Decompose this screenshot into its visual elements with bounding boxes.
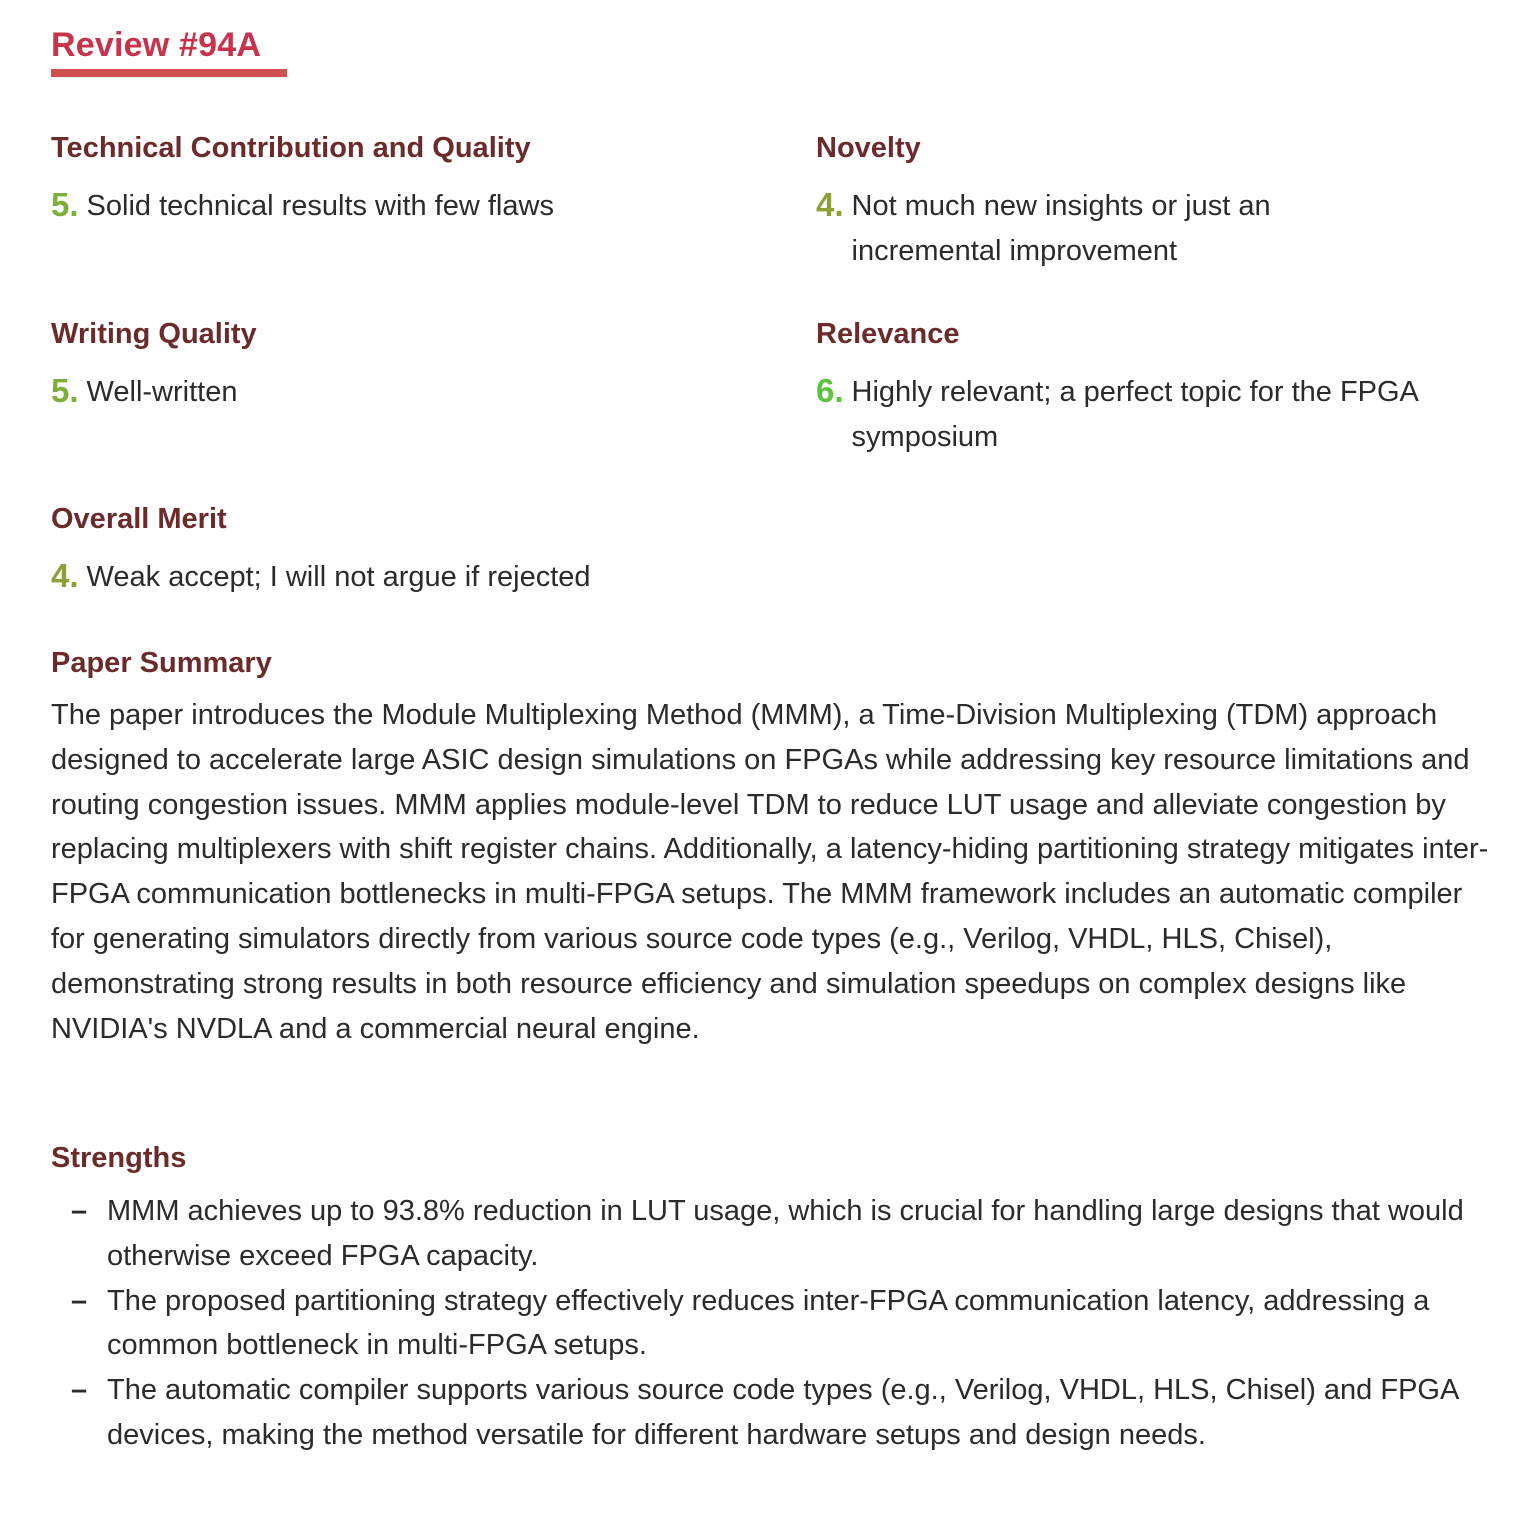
- list-item: [51, 1368, 1496, 1458]
- strength-text: MMM achieves up to 93.8% reduction in LUT usage, which is crucial for handling large designs that would otherwise exceed FPGA capacity.: [107, 1195, 1464, 1272]
- strengths-list: [51, 1189, 1496, 1458]
- score-line: [816, 184, 1376, 274]
- score-value: 4.: [816, 186, 844, 223]
- score-description: Weak accept; I will not argue if rejected: [86, 561, 591, 593]
- score-value: 6.: [816, 372, 844, 409]
- list-item: [51, 1279, 1496, 1369]
- score-value: 4.: [51, 557, 79, 594]
- dash-bullet-icon: –: [71, 1284, 88, 1317]
- review-title-underline: [51, 69, 287, 77]
- list-item: [51, 1189, 1496, 1279]
- score-line: [816, 370, 1516, 460]
- paper-summary-heading: Paper Summary: [51, 647, 272, 679]
- strength-text: The automatic compiler supports various source code types (e.g., Verilog, VHDL, HLS, Chisel) and FPGA devices, making the method versatile for different hardware setups and design needs.: [107, 1374, 1458, 1451]
- dash-bullet-icon: –: [71, 1195, 88, 1227]
- score-line: [51, 184, 771, 229]
- score-field-writing-quality: [51, 317, 771, 415]
- score-description: Well-written: [86, 376, 238, 408]
- field-heading: Writing Quality: [51, 318, 257, 350]
- field-heading: Relevance: [816, 318, 960, 350]
- score-field-overall-merit: [51, 502, 1051, 600]
- field-heading: Technical Contribution and Quality: [51, 132, 531, 164]
- score-description: Not much new insights or just an incremental improvement: [851, 190, 1271, 267]
- dash-bullet-icon: –: [71, 1374, 88, 1407]
- strength-text: The proposed partitioning strategy effectively reduces inter-FPGA communication latency, addressing a common bottleneck in multi-FPGA setups.: [107, 1284, 1430, 1362]
- field-heading: Novelty: [816, 132, 921, 164]
- score-field-technical-contribution: [51, 131, 771, 229]
- score-description: Highly relevant; a perfect topic for the FPGA symposium: [851, 376, 1418, 453]
- score-value: 5.: [51, 372, 79, 409]
- paper-summary-text: The paper introduces the Module Multiplexing Method (MMM), a Time-Division Multiplexing (TDM) approach designed to accelerate large ASIC design simulations on FPGAs while addressing key resource limitations and routing congestion issues. MMM applies module-level TDM to reduce LUT usage and alleviate congestion by replacing multiplexers with shift register chains. Additionally, a latency-hiding partitioning strategy mitigates inter-FPGA communication bottlenecks in multi-FPGA setups. The MMM framework includes an automatic compiler for generating simulators directly from various source code types (e.g., Verilog, VHDL, HLS, Chisel), demonstrating strong results in both resource efficiency and simulation speedups on complex designs like NVIDIA's NVDLA and a commercial neural engine.: [51, 699, 1489, 1045]
- score-line: [51, 555, 1051, 600]
- score-field-relevance: [816, 317, 1516, 460]
- score-line: [51, 370, 771, 415]
- score-value: 5.: [51, 186, 79, 223]
- review-title: Review #94A: [51, 26, 262, 64]
- field-heading: Overall Merit: [51, 503, 227, 535]
- score-field-novelty: [816, 131, 1376, 274]
- score-description: Solid technical results with few flaws: [86, 190, 554, 222]
- strengths-heading: Strengths: [51, 1142, 187, 1174]
